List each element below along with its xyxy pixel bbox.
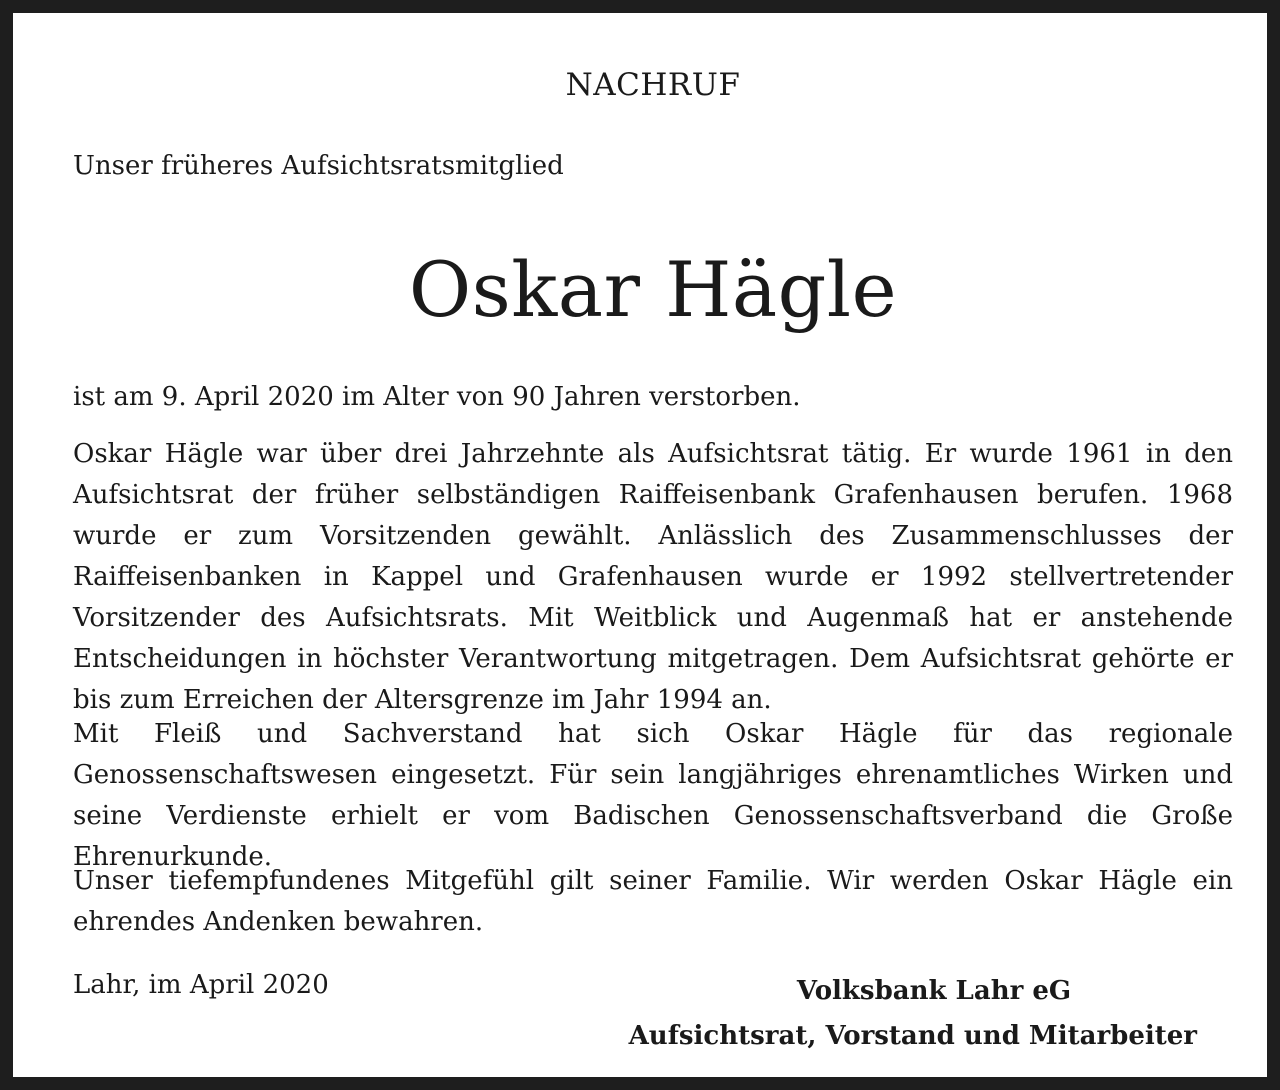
intro-line: Unser früheres Aufsichtsratsmitglied: [73, 151, 564, 181]
place-date: Lahr, im April 2020: [73, 970, 329, 1000]
paragraph-career: Oskar Hägle war über drei Jahrzehnte als Aufsichtsrat tätig. Er wurde 1961 in den Aufsichtsrat der früher selbständigen Raiffeisenbank Grafenhausen berufen. 1968 wurde er zum Vorsitzenden gewählt. Anlässlich des Zusammenschlusses der Raiffeisenbanken in Kappel und Grafenhausen wurde er 1992 stellvertretender Vorsitzender des Aufsichtsrats. Mit Weitblick und Augenmaß hat er anstehende Entscheidungen in höchster Verantwortung mitgetragen. Dem Aufsichtsrat gehörte er bis zum Erreichen der Altersgrenze im Jahr 1994 an.: [73, 439, 1233, 715]
signature-groups: Aufsichtsrat, Vorstand und Mitarbeiter: [628, 1021, 1197, 1051]
paragraph-merits: Mit Fleiß und Sachverstand hat sich Oskar Hägle für das regionale Genossenschaftswesen eingesetzt. Für sein langjähriges ehrenamtliches Wirken und seine Verdienste erhielt er vom Badischen Genossenschaftsverband die Große Ehrenurkunde.: [73, 719, 1233, 872]
deceased-name: Oskar Hägle: [408, 245, 898, 334]
notice-heading: NACHRUF: [565, 67, 741, 103]
paragraph-death-date: ist am 9. April 2020 im Alter von 90 Jahren verstorben.: [73, 382, 801, 412]
paragraph-condolence: Unser tiefempfundenes Mitgefühl gilt seiner Familie. Wir werden Oskar Hägle ein ehrendes Andenken bewahren.: [73, 866, 1233, 937]
signature-organization: Volksbank Lahr eG: [796, 976, 1072, 1006]
signature-block: [599, 969, 1199, 1059]
